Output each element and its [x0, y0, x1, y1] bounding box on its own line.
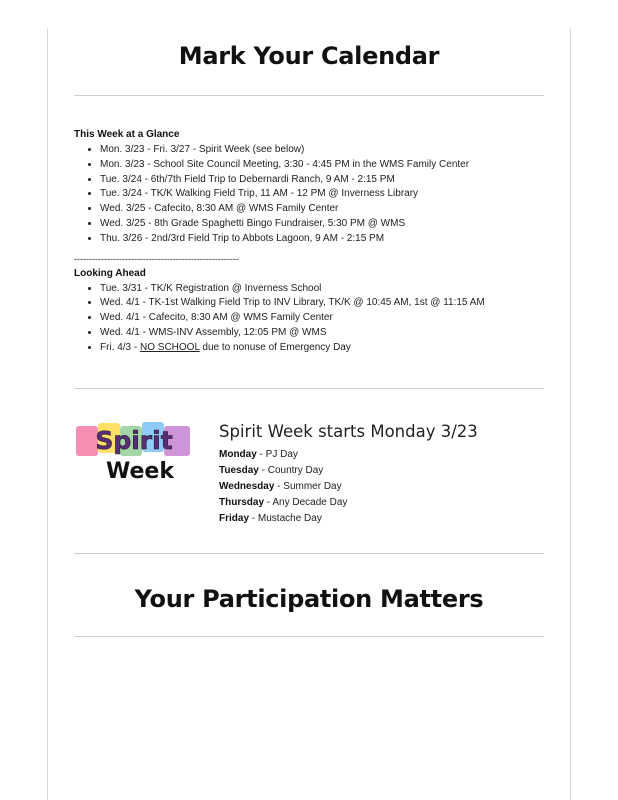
item-suffix: due to nonuse of Emergency Day — [199, 341, 351, 353]
spirit-day — [219, 495, 549, 511]
participation-heading: Your Participation Matters — [134, 585, 484, 613]
right-border-line — [570, 28, 571, 800]
no-school-underlined: NO SCHOOL — [140, 341, 200, 353]
day-theme: - PJ Day — [256, 449, 298, 460]
looking-ahead-list — [74, 282, 544, 356]
divider — [74, 636, 544, 637]
list-item: • Wed. 3/25 - Cafecito, 8:30 AM @ WMS Family Center — [100, 202, 544, 217]
day-theme: - Summer Day — [274, 481, 342, 492]
list-item: • Tue. 3/31 - TK/K Registration @ Inverness School — [100, 282, 544, 297]
looking-ahead-heading: Looking Ahead — [74, 267, 146, 279]
dashed-separator: ------------------------------------------------------- — [74, 253, 239, 264]
divider — [74, 388, 544, 389]
spirit-week-title: Spirit Week starts Monday 3/23 — [219, 422, 478, 441]
spirit-week-details — [219, 422, 549, 527]
day-name: Tuesday — [219, 465, 259, 476]
day-name: Friday — [219, 513, 250, 524]
spirit-day — [219, 511, 549, 527]
day-theme: - Mustache Day — [249, 513, 322, 524]
list-item-no-school — [100, 341, 544, 356]
spirit-day — [219, 463, 549, 479]
spirit-day — [219, 479, 549, 495]
day-name: Wednesday — [219, 481, 275, 492]
logo-text-spirit: Spirit — [95, 426, 173, 455]
this-week-heading: This Week at a Glance — [74, 129, 180, 140]
divider — [74, 95, 544, 96]
divider — [74, 553, 544, 554]
day-theme: - Country Day — [258, 465, 324, 476]
list-item: • Tue. 3/24 - TK/K Walking Field Trip, 11 AM - 12 PM @ Inverness Library — [100, 187, 544, 202]
day-theme: - Any Decade Day — [264, 497, 348, 508]
list-item: • Tue. 3/24 - 6th/7th Field Trip to Debernardi Ranch, 9 AM - 2:15 PM — [100, 173, 544, 188]
mark-your-calendar-heading: Mark Your Calendar — [178, 42, 440, 70]
list-item: • Mon. 3/23 - Fri. 3/27 - Spirit Week (see below) — [100, 143, 544, 158]
this-week-list — [74, 143, 544, 247]
list-item: • Wed. 4/1 - TK-1st Walking Field Trip to INV Library, TK/K @ 10:45 AM, 1st @ 11:15 AM — [100, 296, 544, 311]
day-name: Thursday — [219, 497, 265, 508]
list-item: • Wed. 4/1 - Cafecito, 8:30 AM @ WMS Family Center — [100, 311, 544, 326]
list-item: • Wed. 4/1 - WMS-INV Assembly, 12:05 PM @ WMS — [100, 326, 544, 341]
spirit-week-logo — [74, 420, 198, 482]
left-border-line — [47, 28, 48, 800]
list-item: • Mon. 3/23 - School Site Council Meeting, 3:30 - 4:45 PM in the WMS Family Center — [100, 158, 544, 173]
list-item: • Thu. 3/26 - 2nd/3rd Field Trip to Abbots Lagoon, 9 AM - 2:15 PM — [100, 232, 544, 247]
spirit-day — [219, 447, 549, 463]
item-prefix: Fri. 4/3 - — [100, 341, 141, 353]
calendar-section — [74, 128, 544, 356]
day-name: Monday — [219, 449, 257, 460]
list-item: • Wed. 3/25 - 8th Grade Spaghetti Bingo Fundraiser, 5:30 PM @ WMS — [100, 217, 544, 232]
logo-text-week: Week — [106, 459, 174, 482]
